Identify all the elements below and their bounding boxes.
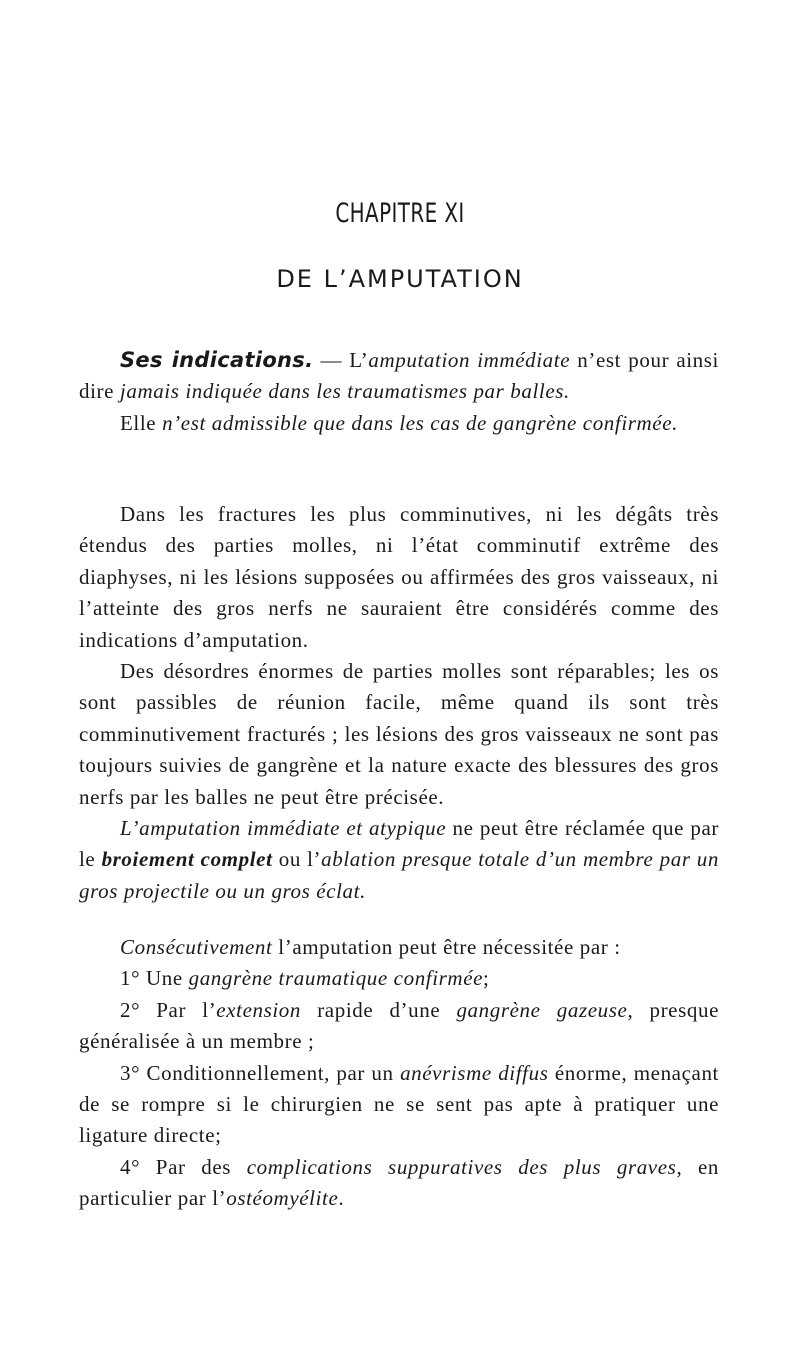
paragraph: Ses indications. — L’amputation immédiate n’est pour ainsi dire jamais indiquée dans les traumatismes par balles. <box>79 348 719 404</box>
list-item: 2° Par l’extension rapide d’une gangrène gazeuse, presque généralisée à un membre ; <box>79 997 719 1054</box>
list-item: 1° Une gangrène traumatique confirmée; <box>120 966 490 991</box>
chapter-number: CHAPITRE XI <box>335 198 465 229</box>
chapter-title: DE L’AMPUTATION <box>276 265 524 293</box>
section-fractures <box>79 499 719 907</box>
paragraph: Consécutivement l’amputation peut être nécessitée par : <box>120 935 621 959</box>
section-consecutive <box>79 932 719 1215</box>
section-heading: Ses indications. <box>120 348 314 372</box>
paragraph: Elle n’est admissible que dans les cas de gangrène confirmée. <box>120 410 679 435</box>
paragraph: Des désordres énormes de parties molles sont réparables; les os sont passibles de réunion facile, même quand ils sont très comminutivement fracturés ; les lésions des gros vaisseaux ne sont pas toujours suivies de gangrène et la nature exacte des blessures des gros nerfs par les balles ne peut être précisée. <box>79 659 719 809</box>
section-indications <box>79 345 719 439</box>
paragraph: L’amputation immédiate et atypique ne peut être réclamée que par le broiement complet ou l’ablation presque totale d’un membre par un gros projectile ou un gros éclat. <box>79 816 719 903</box>
list-item: 4° Par des complications suppuratives des plus graves, en particulier par l’ostéomyélite. <box>79 1154 719 1211</box>
paragraph: Dans les fractures les plus comminutives, ni les dégâts très étendus des parties molles, ni l’état comminutif extrême des diaphyses, ni les lésions supposées ou affirmées des gros vaisseaux, ni l’atteinte des gros nerfs ne sauraient être considérés comme des indications d’amputation. <box>79 502 719 652</box>
list-item: 3° Conditionnellement, par un anévrisme diffus énorme, menaçant de se rompre si le chirurgien ne se sent pas apte à pratiquer une ligature directe; <box>79 1060 719 1148</box>
